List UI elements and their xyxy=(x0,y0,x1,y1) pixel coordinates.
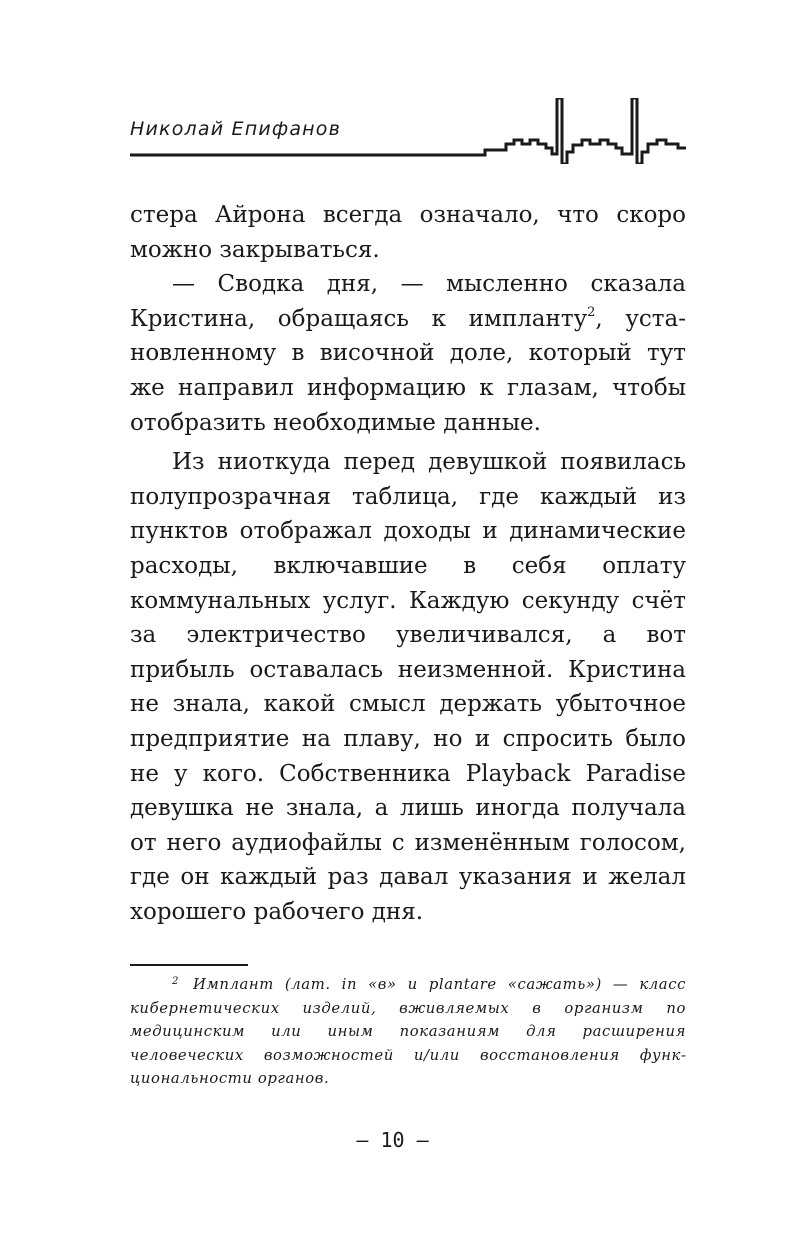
page-number: – 10 – xyxy=(356,1128,429,1152)
footnote-reference: 2 xyxy=(587,304,596,320)
paragraph-dialogue xyxy=(130,267,686,440)
heartbeat-line-icon xyxy=(130,98,686,164)
footnote-text: Имплант (лат. in «в» и plantare «сажать») — класс кибернетических изделий, вживляемых в организм по медицинским или иным показаниям для расширения человеческих возможностей и/или восстановления функциональности органов. xyxy=(130,976,686,1087)
footnote-divider xyxy=(130,964,248,966)
paragraph-text: — Сводка дня, — мысленно сказала Кристина, обращаясь к импланту xyxy=(130,271,686,332)
paragraph-continuation xyxy=(130,198,686,267)
paragraph-line: можно закрываться. xyxy=(130,236,380,263)
main-text xyxy=(130,198,686,929)
running-header-author: Николай Епифанов xyxy=(130,118,342,140)
paragraph-line: стера Айрона всегда означало, что скоро xyxy=(130,202,686,228)
paragraph-narrative: Из ниоткуда перед девушкой появилась полупрозрачная таблица, где каждый из пунктов отображал доходы и динамические расходы, включавшие в себя оплату коммунальных услуг. Каждую секунду счёт за электричество увеличивался, а вот прибыль оставалась неизменной. Кристина не знала, какой смысл держать убыточное предприятие на плаву, но и спросить было не у кого. Собственника Playback Paradise девушка не знала, а лишь иногда получала от него аудиофайлы с изменённым голосом, где он каждый раз давал указания и желал хорошего рабочего дня. xyxy=(130,449,686,925)
running-header xyxy=(130,98,686,164)
paragraph-text: , установленному в височной доле, который тут же направил информацию к глазам, чтобы отобразить необходимые данные. xyxy=(130,305,686,436)
footnote: 2 Имплант (лат. in «в» и plantare «сажать») — класс кибернетических изделий, вживляемых в организм по медицинским или иным показаниям для расширения человеческих возможностей и/или восстановления функциональности органов. xyxy=(130,976,686,1087)
